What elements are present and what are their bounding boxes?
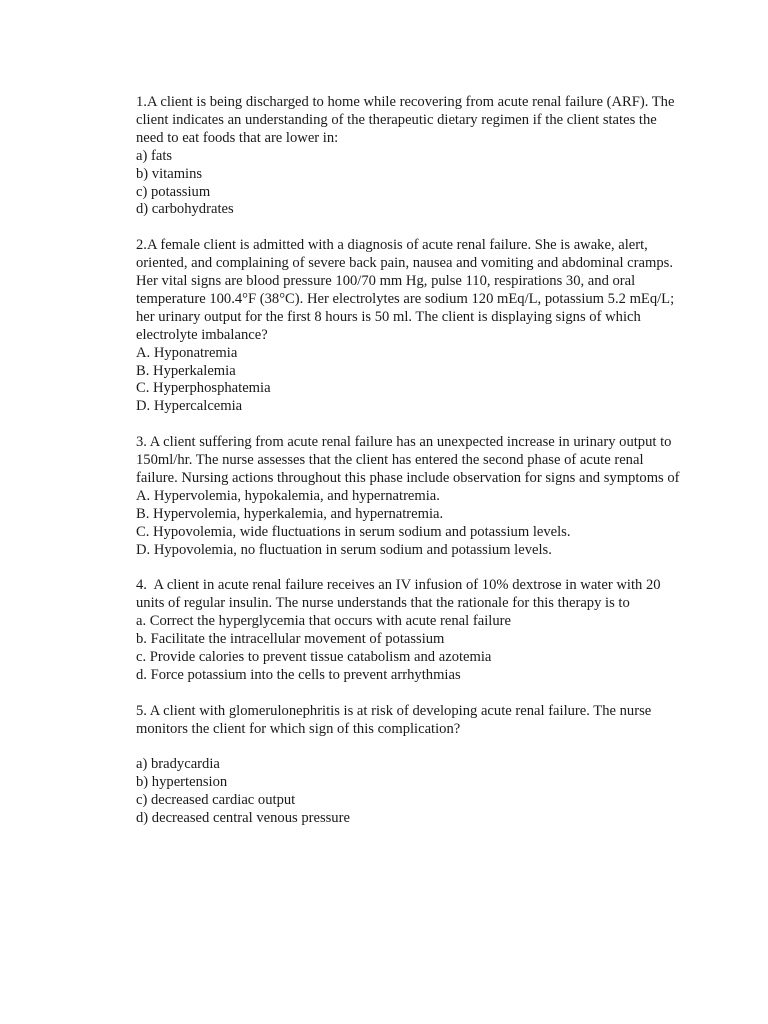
option: b) hypertension: [136, 774, 228, 791]
option: b) vitamins: [136, 165, 203, 182]
option: c) decreased cardiac output: [136, 792, 296, 809]
option: B. Hyperkalemia: [136, 362, 236, 379]
question-stem: [136, 434, 681, 488]
question-stem: [136, 577, 681, 613]
question-4: [136, 577, 681, 684]
question-number: 4.: [136, 577, 154, 594]
option-list: [136, 148, 681, 220]
option: A. Hyponatremia: [136, 344, 238, 361]
option: d. Force potassium into the cells to prevent arrhythmias: [136, 666, 461, 683]
question-stem: [136, 703, 681, 739]
quiz-content: [136, 94, 681, 846]
option-list: [136, 488, 681, 560]
option: a) fats: [136, 147, 173, 164]
option: a) bradycardia: [136, 756, 220, 773]
option: d) decreased central venous pressure: [136, 810, 350, 827]
question-text: A client is being discharged to home while recovering from acute renal failure (ARF). The client indicates an understanding of the therapeutic dietary regimen if the client states the need to eat foods that are lower in:: [136, 94, 675, 146]
option: c. Provide calories to prevent tissue catabolism and azotemia: [136, 649, 492, 666]
question-text: A client suffering from acute renal failure has an unexpected increase in urinary output to 150ml/hr. The nurse assesses that the client has entered the second phase of acute renal failure. Nursing actions throughout this phase include observation for signs and symptoms of: [136, 434, 680, 486]
option: C. Hyperphosphatemia: [136, 380, 271, 397]
question-5: [136, 703, 681, 828]
option-list: [136, 345, 681, 417]
question-3: [136, 434, 681, 559]
question-stem: [136, 94, 681, 148]
question-number: 2.: [136, 237, 147, 254]
option-list: [136, 613, 681, 685]
question-number: 3.: [136, 434, 150, 451]
option: a. Correct the hyperglycemia that occurs with acute renal failure: [136, 613, 511, 630]
option: D. Hypercalcemia: [136, 398, 243, 415]
question-1: [136, 94, 681, 219]
option: B. Hypervolemia, hyperkalemia, and hypernatremia.: [136, 505, 444, 522]
question-number: 1.: [136, 94, 147, 110]
option: D. Hypovolemia, no fluctuation in serum sodium and potassium levels.: [136, 541, 552, 558]
question-number: 5.: [136, 702, 150, 719]
question-text: A client with glomerulonephritis is at risk of developing acute renal failure. The nurse monitors the client for which sign of this complication?: [136, 702, 652, 737]
question-stem: [136, 237, 681, 344]
option: c) potassium: [136, 183, 211, 200]
option-list: [136, 756, 681, 828]
option: d) carbohydrates: [136, 201, 234, 218]
question-2: [136, 237, 681, 416]
option: A. Hypervolemia, hypokalemia, and hypernatremia.: [136, 487, 440, 504]
option: C. Hypovolemia, wide fluctuations in serum sodium and potassium levels.: [136, 523, 571, 540]
question-text: A client in acute renal failure receives an IV infusion of 10% dextrose in water with 20 units of regular insulin. The nurse understands that the rationale for this therapy is to: [136, 577, 661, 612]
option: b. Facilitate the intracellular movement of potassium: [136, 631, 445, 648]
blank-line: [136, 739, 681, 757]
question-text: A female client is admitted with a diagnosis of acute renal failure. She is awake, alert, oriented, and complaining of severe back pain, nausea and vomiting and abdominal cramps. Her vital signs are blood pressure 100/70 mm Hg, pulse 110, respirations 30, and oral temperature 100.4°F (38°C). Her electrolytes are sodium 120 mEq/L, potassium 5.2 mEq/L; her urinary output for the first 8 hours is 50 ml. The client is displaying signs of which electrolyte imbalance?: [136, 237, 675, 343]
